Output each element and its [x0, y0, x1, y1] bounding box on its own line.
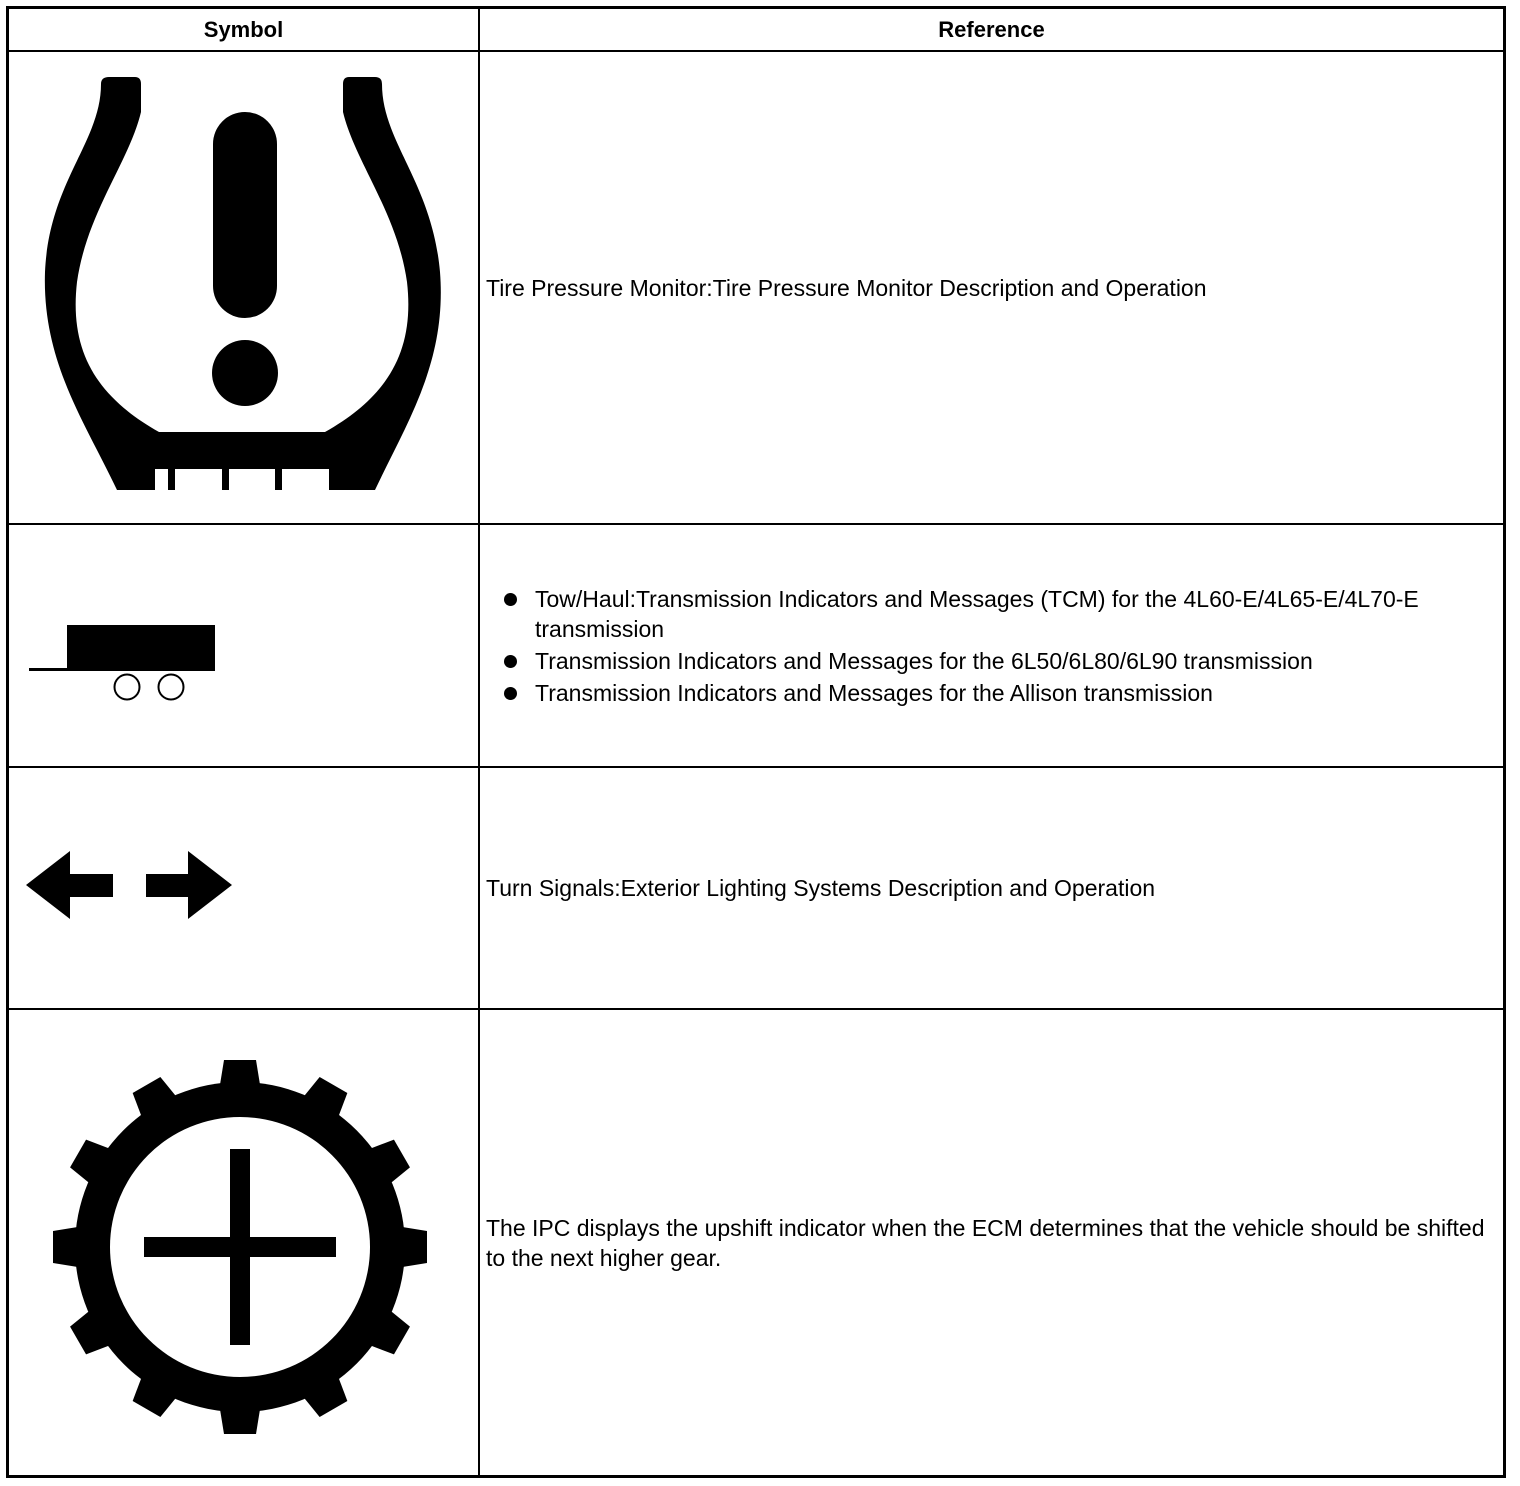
reference-text: Turn Signals:Exterior Lighting Systems Description and Operation [486, 875, 1156, 901]
symbol-reference-table [6, 6, 1506, 1478]
table-row [9, 1010, 1503, 1475]
reference-bullet-list [486, 582, 1497, 710]
list-item: Transmission Indicators and Messages for the 6L50/6L80/6L90 transmission [486, 646, 1497, 676]
tire-pressure-warning-icon [37, 72, 457, 502]
reference-cell [480, 768, 1503, 1008]
header-reference: Reference [938, 16, 1045, 42]
reference-text: Tire Pressure Monitor:Tire Pressure Monitor Description and Operation [486, 274, 1207, 301]
reference-cell [480, 1010, 1503, 1475]
list-item: Tow/Haul:Transmission Indicators and Messages (TCM) for the 4L60-E/4L65-E/4L70-E transmission [486, 584, 1497, 644]
table-row [9, 768, 1503, 1010]
reference-cell [480, 525, 1503, 766]
reference-text: The IPC displays the upshift indicator when the ECM determines that the vehicle should be shifted to the next higher gear. [486, 1214, 1485, 1271]
table-row [9, 52, 1503, 525]
upshift-gear-plus-icon [50, 1057, 430, 1437]
symbol-cell [9, 52, 480, 523]
turn-signal-arrows-icon [24, 848, 244, 928]
table-header-row [9, 9, 1503, 52]
reference-cell [480, 52, 1503, 523]
symbol-cell [9, 768, 480, 1008]
tow-haul-trailer-icon [27, 623, 227, 713]
symbol-cell [9, 1010, 480, 1475]
symbol-cell [9, 525, 480, 766]
header-symbol: Symbol [9, 9, 480, 50]
table-row [9, 525, 1503, 768]
list-item: Transmission Indicators and Messages for the Allison transmission [486, 678, 1497, 708]
